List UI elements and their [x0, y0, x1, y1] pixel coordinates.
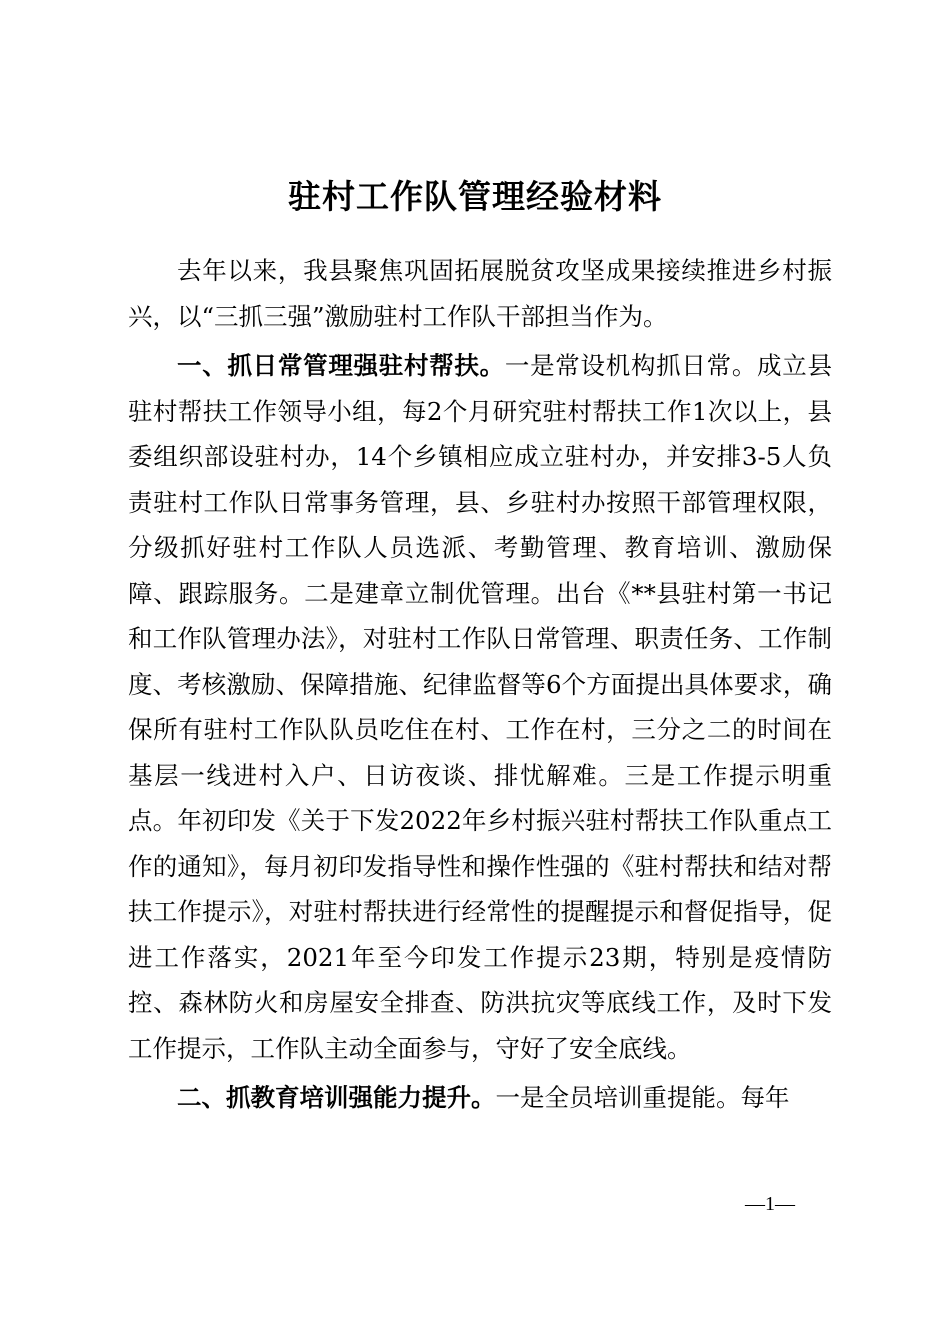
section-1-heading: 一、抓日常管理强驻村帮扶。 [177, 351, 505, 380]
paragraph-text: 去年以来，我县聚焦巩固拓展脱贫攻坚成果接续推进乡村振兴，以“三抓三强”激励驻村工作队干部担当作为。 [128, 256, 832, 331]
paragraph-section-2 [128, 1075, 832, 1121]
document-title: 驻村工作队管理经验材料 [288, 177, 662, 216]
page-number: —1— [745, 1193, 795, 1215]
paragraph-section-1 [128, 343, 832, 1071]
section-2-text: 一是全员培训重提能。每年 [495, 1083, 790, 1112]
section-2-heading: 二、抓教育培训强能力提升。 [177, 1083, 496, 1112]
section-1-text: 一是常设机构抓日常。成立县驻村帮扶工作领导小组，每2个月研究驻村帮扶工作1次以上，县委组织部设驻村办，14个乡镇相应成立驻村办，并安排3-5人负责驻村工作队日常事务管理，县、乡驻村办按照干部管理权限，分级抓好驻村工作队人员选派、考勤管理、教育培训、激励保障、跟踪服务。二是建章立制优管理。出台《**县驻村第一书记和工作队管理办法》，对驻村工作队日常管理、职责任务、工作制度、考核激励、保障措施、纪律监督等6个方面提出具体要求，确保所有驻村工作队队员吃住在村、工作在村，三分之二的时间在基层一线进村入户、日访夜谈、排忧解难。三是工作提示明重点。年初印发《关于下发2022年乡村振兴驻村帮扶工作队重点工作的通知》，每月初印发指导性和操作性强的《驻村帮扶和结对帮扶工作提示》，对驻村帮扶进行经常性的提醒提示和督促指导，促进工作落实，2021年至今印发工作提示23期，特别是疫情防控、森林防火和房屋安全排查、防洪抗灾等底线工作，及时下发工作提示，工作队主动全面参与，守好了安全底线。 [128, 351, 832, 1063]
document-body [128, 248, 832, 1121]
paragraph-intro [128, 248, 832, 339]
